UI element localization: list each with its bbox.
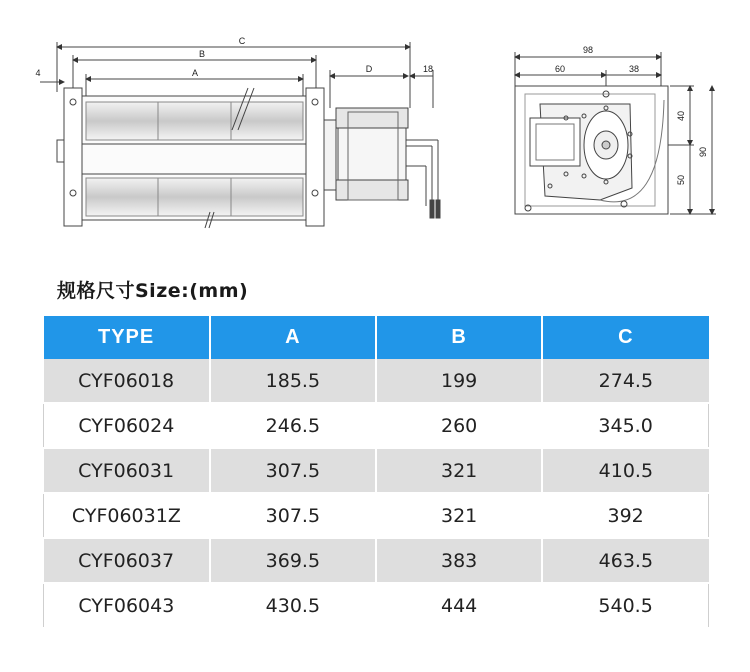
- dim-label-90: 90: [698, 146, 708, 158]
- dim-label-50: 50: [676, 174, 686, 186]
- cell-a: 246.5: [210, 403, 376, 448]
- dim-label-a: A: [191, 68, 199, 78]
- table-header-row: [44, 316, 709, 359]
- cell-b: 321: [376, 493, 542, 538]
- cell-b: 260: [376, 403, 542, 448]
- cell-type: CYF06024: [44, 403, 210, 448]
- cell-type: CYF06018: [44, 359, 210, 403]
- header-type: TYPE: [44, 316, 210, 359]
- fan-drawing-svg: [0, 0, 750, 250]
- dim-label-60: 60: [554, 64, 566, 74]
- cell-c: 463.5: [542, 538, 708, 583]
- cell-c: 410.5: [542, 448, 708, 493]
- cell-b: 444: [376, 583, 542, 628]
- cell-a: 369.5: [210, 538, 376, 583]
- table-row: [44, 493, 709, 538]
- dim-label-c: C: [238, 36, 246, 46]
- cell-a: 185.5: [210, 359, 376, 403]
- dim-label-98: 98: [582, 45, 594, 55]
- header-b: B: [376, 316, 542, 359]
- cell-a: 307.5: [210, 448, 376, 493]
- dim-label-d: D: [365, 64, 373, 74]
- table-row: [44, 538, 709, 583]
- cell-c: 540.5: [542, 583, 708, 628]
- cell-c: 274.5: [542, 359, 708, 403]
- table-row: [44, 583, 709, 628]
- cell-b: 199: [376, 359, 542, 403]
- header-a: A: [210, 316, 376, 359]
- end-view: [515, 52, 716, 214]
- table-row: [44, 403, 709, 448]
- table-row: [44, 448, 709, 493]
- header-c: C: [542, 316, 708, 359]
- cell-type: CYF06031Z: [44, 493, 210, 538]
- section-title: 规格尺寸Size:(mm): [57, 280, 249, 302]
- cell-c: 392: [542, 493, 708, 538]
- cell-b: 383: [376, 538, 542, 583]
- dim-label-b: B: [198, 49, 206, 59]
- spec-table: [43, 316, 709, 629]
- dim-label-left-gap: 4: [35, 68, 41, 78]
- cell-type: CYF06031: [44, 448, 210, 493]
- dim-label-right-gap: 18: [422, 64, 434, 74]
- cell-type: CYF06043: [44, 583, 210, 628]
- dim-label-40: 40: [676, 110, 686, 122]
- cell-a: 307.5: [210, 493, 376, 538]
- cell-c: 345.0: [542, 403, 708, 448]
- technical-drawings: [0, 0, 750, 250]
- table-row: [44, 359, 709, 403]
- cell-type: CYF06037: [44, 538, 210, 583]
- dim-label-38: 38: [628, 64, 640, 74]
- cell-b: 321: [376, 448, 542, 493]
- side-view: [40, 42, 440, 228]
- cell-a: 430.5: [210, 583, 376, 628]
